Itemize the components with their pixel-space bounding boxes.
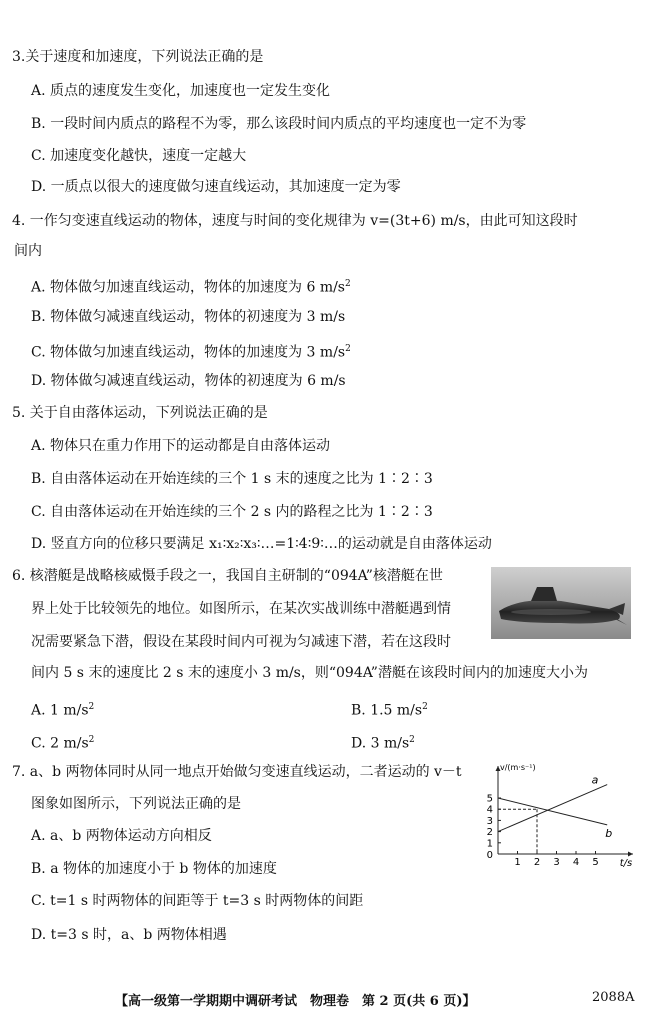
q6-line1: 6. 核潜艇是战略核威慑手段之一，我国自主研制的“094A”核潜艇在世 (12, 568, 443, 584)
q6-option-b-text: B. 1.5 m/s (351, 702, 423, 719)
q7-option-b: B. a 物体的加速度小于 b 物体的加速度 (31, 861, 277, 877)
x-tick-label: 3 (553, 857, 560, 868)
q4-option-a-exponent: 2 (345, 279, 351, 289)
q5-option-d: D. 竖直方向的位移只要满足 x₁∶x₂∶x₃∶…=1∶4∶9∶…的运动就是自由落体运动 (31, 536, 492, 552)
q4-option-a (31, 274, 351, 298)
origin-label: 0 (486, 850, 493, 861)
q7-option-d: D. t=3 s 时，a、b 两物体相遇 (31, 927, 227, 943)
x-tick-label: 4 (572, 857, 580, 868)
q4-option-c-text: C. 物体做匀加速直线运动，物体的加速度为 3 m/s (31, 344, 346, 361)
q4-option-a-text: A. 物体做匀加速直线运动，物体的加速度为 6 m/s (31, 279, 345, 296)
y-tick-label: 2 (486, 827, 493, 839)
q5-option-c: C. 自由落体运动在开始连续的三个 2 s 内的路程之比为 1∶2∶3 (31, 504, 433, 520)
q6-option-d (351, 730, 415, 754)
y-axis-label: v/(m·s⁻¹) (500, 763, 536, 772)
x-tick-label: 5 (592, 857, 599, 868)
series-line-a (498, 785, 607, 832)
vt-graph-svg (478, 760, 640, 872)
q4-option-b: B. 物体做匀减速直线运动，物体的初速度为 3 m/s (31, 309, 346, 325)
q5-option-a: A. 物体只在重力作用下的运动都是自由落体运动 (31, 438, 331, 454)
q4-option-d: D. 物体做匀减速直线运动，物体的初速度为 6 m/s (31, 373, 346, 389)
y-tick-label: 4 (486, 804, 493, 816)
submarine-photo (491, 567, 631, 643)
q5-option-b: B. 自由落体运动在开始连续的三个 1 s 末的速度之比为 1∶2∶3 (31, 471, 433, 487)
q6-option-d-exponent: 2 (409, 735, 415, 745)
q6-option-b (351, 697, 428, 721)
x-axis-arrow (628, 852, 633, 857)
q7-line1: 7. a、b 两物体同时从同一地点开始做匀变速直线运动，二者运动的 v－t (12, 764, 462, 780)
q7-option-a: A. a、b 两物体运动方向相反 (31, 828, 212, 844)
q6-option-a-exponent: 2 (88, 702, 95, 712)
q6-line4: 间内 5 s 末的速度比 2 s 末的速度小 3 m/s，则“094A”潜艇在该段时间内的加速度大小为 (31, 665, 588, 681)
x-tick-label: 2 (533, 857, 541, 868)
q6-option-c-text: C. 2 m/s (31, 735, 89, 752)
q6-option-c (31, 730, 94, 754)
q6-line3: 况需要紧急下潜，假设在某段时间内可视为匀减速下潜，若在这段时 (31, 634, 451, 650)
x-axis-label: t/s (619, 858, 633, 869)
q6-line2: 界上处于比较领先的地位。如图所示，在某次实战训练中潜艇遇到情 (31, 601, 451, 617)
q6-option-d-text: D. 3 m/s (351, 735, 410, 752)
series-line-b (498, 798, 607, 825)
q6-option-a (31, 697, 94, 721)
q5-stem: 5. 关于自由落体运动，下列说法正确的是 (12, 405, 268, 421)
q3-option-b: B. 一段时间内质点的路程不为零，那么该段时间内质点的平均速度也一定不为零 (31, 116, 527, 132)
q4-stem-line2: 间内 (14, 243, 42, 259)
footer-code: 2088A (592, 990, 635, 1005)
y-tick-label: 3 (486, 815, 493, 827)
x-tick-label: 1 (514, 857, 521, 868)
q3-stem: 3.关于速度和加速度，下列说法正确的是 (12, 49, 264, 65)
series-label-a: a (591, 773, 599, 787)
q6-option-c-exponent: 2 (88, 735, 95, 745)
series-label-b: b (605, 827, 613, 841)
q3-option-d: D. 一质点以很大的速度做匀速直线运动，其加速度一定为零 (31, 179, 401, 195)
q7-line2: 图象如图所示，下列说法正确的是 (31, 796, 241, 812)
y-tick-label: 1 (486, 838, 493, 850)
q4-option-c-exponent: 2 (345, 344, 351, 354)
q3-option-c: C. 加速度变化越快，速度一定越大 (31, 148, 247, 164)
q4-option-c (31, 339, 351, 363)
q4-stem-line1: 4. 一作匀变速直线运动的物体，速度与时间的变化规律为 v=(3t+6) m/s，由此可知这段时 (12, 213, 578, 229)
footer-title: 【高一级第一学期期中调研考试 物理卷 第 2 页(共 6 页)】 (115, 994, 476, 1009)
q6-option-b-exponent: 2 (422, 702, 428, 712)
y-tick-label: 5 (486, 793, 493, 805)
q6-option-a-text: A. 1 m/s (31, 702, 89, 719)
q3-option-a: A. 质点的速度发生变化，加速度也一定发生变化 (31, 83, 331, 99)
vt-graph (478, 760, 640, 876)
q7-option-c: C. t=1 s 时两物体的间距等于 t=3 s 时两物体的间距 (31, 893, 364, 909)
